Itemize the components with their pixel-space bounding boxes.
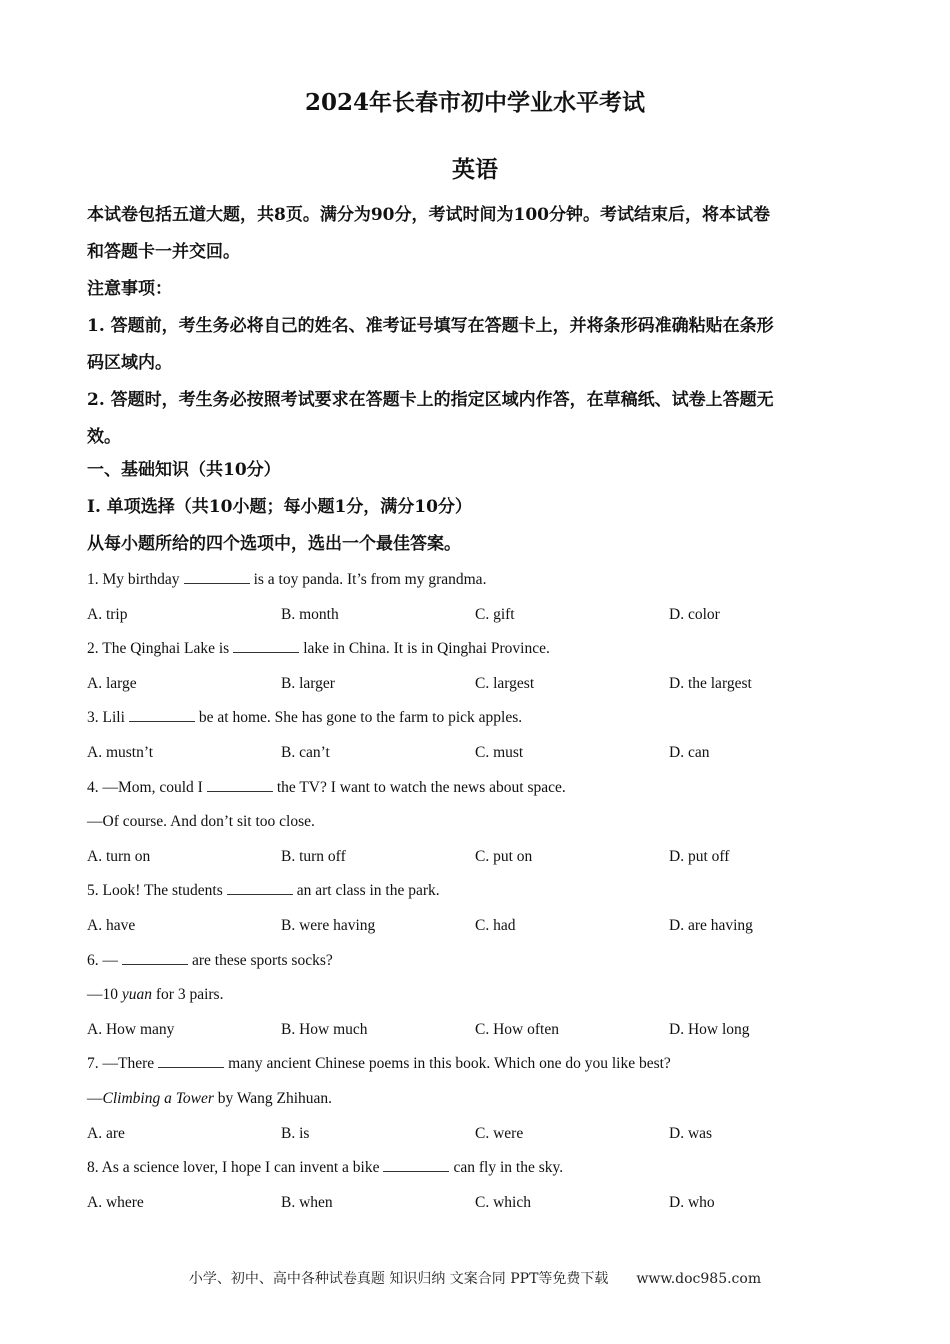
answer-blank [383, 1159, 449, 1172]
option-b: B. when [281, 1193, 333, 1211]
reply-italic: Climbing a Tower [102, 1089, 214, 1107]
question-item [87, 1047, 887, 1151]
part-heading: I. 单项选择（共10小题；每小题1分，满分10分） [87, 497, 472, 517]
note-line: 2. 答题时，考生务必按照考试要求在答题卡上的指定区域内作答，在草稿纸、试卷上答题无 [87, 390, 774, 410]
question-stem-end: is a toy panda. It’s from my grandma. [253, 571, 487, 588]
options-row [87, 840, 887, 875]
option-a: A. turn on [87, 847, 151, 865]
exam-intro [87, 197, 867, 271]
question-stem-end: be at home. She has gone to the farm to pick apples. [198, 709, 523, 727]
option-d: D. color [669, 605, 720, 623]
note-line: 1. 答题前，考生务必将自己的姓名、准考证号填写在答题卡上，并将条形码准确粘贴在条形 [87, 316, 774, 336]
note-line: 码区域内。 [87, 353, 172, 373]
page-footer: 小学、初中、高中各种试卷真题 知识归纳 文案合同 PPT等免费下载 www.doc985.com [188, 1271, 762, 1287]
question-item [87, 701, 887, 770]
option-b: B. turn off [281, 847, 346, 865]
reply-end: for 3 pairs. [152, 986, 224, 1004]
option-a: A. where [87, 1193, 144, 1211]
question-item [87, 1151, 887, 1220]
reply-italic: yuan [121, 986, 153, 1004]
intro-line: 本试卷包括五道大题，共8页。满分为90分，考试时间为100分钟。考试结束后，将本试卷 [87, 205, 770, 225]
option-d: D. who [669, 1193, 715, 1211]
question-stem-start: 5. Look! The students [87, 882, 223, 900]
note-line: 效。 [87, 427, 121, 447]
question-text [87, 874, 887, 909]
dialogue-reply: —Of course. And don’t sit too close. [87, 813, 315, 831]
question-stem-end: are these sports socks? [192, 951, 333, 969]
options-row [87, 736, 887, 771]
answer-blank [184, 571, 250, 584]
answer-blank [233, 640, 299, 653]
question-stem-start: 2. The Qinghai Lake is [87, 640, 230, 658]
section-heading: 一、基础知识（共10分） [87, 460, 281, 480]
option-d: D. put off [669, 847, 730, 865]
option-c: C. gift [475, 605, 515, 623]
reply-start: — [87, 1089, 103, 1107]
question-stem-start: 8. As a science lover, I hope I can invent a bike [87, 1159, 380, 1177]
question-text [87, 1047, 887, 1082]
options-row [87, 1186, 887, 1221]
exam-title: 2024年长春市初中学业水平考试 [304, 89, 645, 116]
answer-blank [129, 709, 195, 722]
question-item [87, 944, 887, 1048]
option-d: D. the largest [669, 674, 752, 692]
question-stem-end: lake in China. It is in Qinghai Province. [303, 640, 550, 658]
options-row [87, 598, 887, 633]
option-b: B. can’t [281, 743, 330, 761]
question-text [87, 563, 887, 598]
subject-title: 英语 [452, 156, 498, 183]
question-text [87, 632, 887, 667]
option-c: C. put on [475, 847, 533, 865]
options-row [87, 667, 887, 702]
question-text [87, 944, 887, 979]
option-a: A. have [87, 916, 136, 934]
option-c: C. How often [475, 1020, 559, 1038]
answer-blank [207, 779, 273, 792]
question-item [87, 632, 887, 701]
question-text [87, 701, 887, 736]
option-a: A. large [87, 674, 137, 692]
intro-line: 和答题卡一并交回。 [87, 242, 240, 262]
dialogue-reply [87, 1082, 887, 1117]
answer-blank [227, 882, 293, 895]
question-stem-start: 1. My birthday [87, 571, 180, 588]
option-b: B. How much [281, 1020, 368, 1038]
options-row [87, 1117, 887, 1152]
option-d: D. can [669, 743, 710, 761]
question-list [87, 563, 887, 1220]
dialogue-reply [87, 978, 887, 1013]
question-stem-start: 6. — [87, 951, 118, 969]
option-d: D. How long [669, 1020, 750, 1038]
question-stem-start: 3. Lili [87, 709, 125, 727]
question-item [87, 563, 887, 632]
reply-end: by Wang Zhihuan. [213, 1089, 333, 1107]
question-stem-end: an art class in the park. [296, 882, 440, 900]
answer-blank [122, 952, 188, 965]
option-b: B. larger [281, 674, 335, 692]
reply-start: —10 [87, 986, 122, 1004]
option-a: A. trip [87, 605, 128, 623]
question-item [87, 771, 887, 875]
options-row [87, 909, 887, 944]
question-stem-end: many ancient Chinese poems in this book. Which one do you like best? [228, 1055, 671, 1073]
option-a: A. How many [87, 1020, 175, 1038]
part-instruction: 从每小题所给的四个选项中，选出一个最佳答案。 [87, 534, 461, 554]
option-c: C. largest [475, 674, 535, 692]
question-text [87, 771, 887, 806]
option-c: C. must [475, 743, 524, 761]
option-a: A. mustn’t [87, 743, 154, 761]
question-stem-end: can fly in the sky. [453, 1159, 564, 1177]
section-header [87, 452, 867, 563]
notes-heading: 注意事项： [87, 279, 172, 299]
option-b: B. were having [281, 916, 376, 934]
answer-blank [158, 1055, 224, 1068]
question-stem-start: 4. —Mom, could I [87, 778, 203, 796]
option-c: C. were [475, 1124, 524, 1142]
option-c: C. which [475, 1193, 531, 1211]
question-item [87, 874, 887, 943]
option-c: C. had [475, 916, 516, 934]
options-row [87, 1013, 887, 1048]
question-text [87, 1151, 887, 1186]
option-b: B. month [281, 605, 339, 623]
option-a: A. are [87, 1124, 125, 1142]
option-d: D. was [669, 1124, 713, 1142]
option-d: D. are having [669, 916, 753, 934]
question-stem-start: 7. —There [87, 1055, 155, 1073]
question-stem-end: the TV? I want to watch the news about space. [276, 778, 566, 796]
notes-section [87, 271, 867, 456]
option-b: B. is [281, 1124, 310, 1142]
